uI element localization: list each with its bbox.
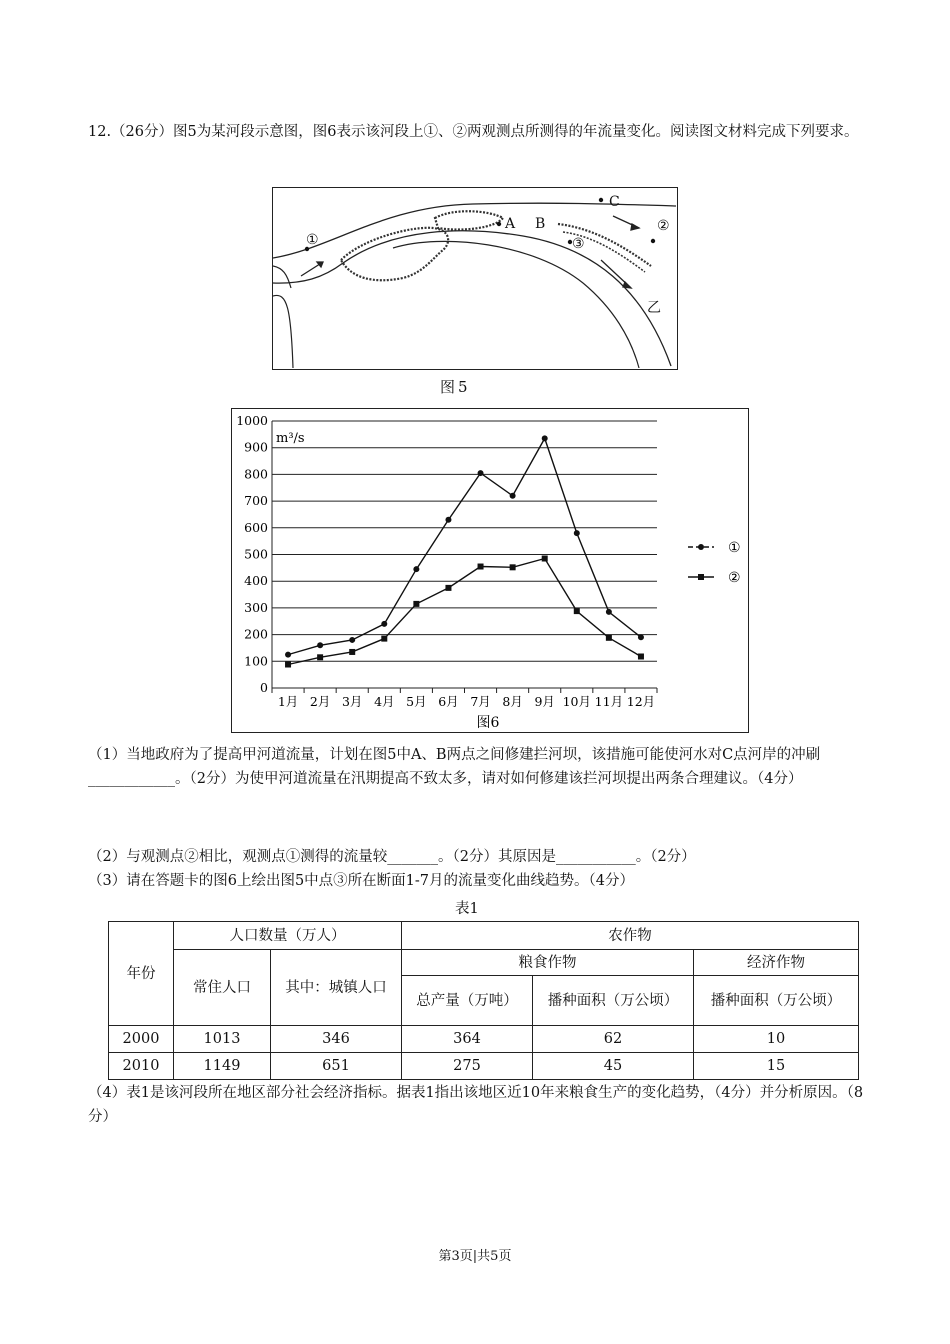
x-tick-label: 8月 [502,694,523,709]
legend-marker [698,574,704,580]
data-point [478,470,484,476]
y-axis-unit-label: m³/s [276,431,305,446]
question-intro: 12.（26分）图5为某河段示意图，图6表示该河段上①、②两观测点所测得的年流量变化。阅读图文材料完成下列要求。 [88,124,859,140]
y-tick-label: 600 [244,519,268,535]
table-cell: 364 [402,1026,533,1053]
data-point [285,652,291,658]
data-point [413,601,419,607]
table-cell: 2010 [109,1053,174,1080]
header-cash: 经济作物 [694,950,859,976]
y-tick-label: 200 [244,626,268,642]
y-tick-label: 700 [244,493,268,509]
table-cell: 10 [694,1026,859,1053]
data-point [381,636,387,642]
table-caption: 表1 [455,901,479,917]
y-tick-label: 1000 [236,413,268,428]
data-point [638,653,644,659]
label-point-2: ② [657,218,670,234]
data-point [317,642,323,648]
table-cell: 1149 [174,1053,271,1080]
table-row [109,1053,859,1080]
label-point-3: ③ [572,236,585,252]
table-row [109,1026,859,1053]
series-line-1 [288,438,641,654]
table-cell: 15 [694,1053,859,1080]
data-point [638,634,644,640]
x-tick-label: 2月 [309,694,331,709]
point-C-dot [599,198,603,202]
label-C: C [609,194,620,210]
question-1: （1）当地政府为了提高甲河道流量，计划在图5中A、B两点之间修建拦河坝，该措施可能使河水对C点河岸的冲刷____________。（2分）为使甲河道流量在汛期提高不致太多，请对如何修建该拦河坝提出两条合理建议。（4分） [88,747,821,787]
x-tick-label: 3月 [341,694,363,709]
label-point-1: ① [306,232,319,248]
y-tick-label: 800 [244,466,268,482]
legend-marker [698,544,704,550]
data-point [574,608,580,614]
header-grain: 粮食作物 [402,950,694,976]
y-tick-label: 300 [244,599,268,615]
header-crops: 农作物 [402,922,859,950]
series-line-2 [288,559,641,665]
data-point [606,609,612,615]
y-tick-label: 400 [244,573,268,589]
point-2-dot [651,239,655,243]
x-tick-label: 6月 [438,694,459,709]
point-A-dot [497,222,501,226]
label-B: B [535,216,546,232]
x-tick-label: 12月 [626,694,656,709]
data-point [510,493,516,499]
x-tick-label: 11月 [594,694,624,709]
y-tick-label: 500 [244,546,268,562]
x-tick-label: 1月 [277,694,299,709]
col-urban: 其中：城镇人口 [271,950,402,1026]
data-point [349,649,355,655]
legend-label: ② [728,570,741,586]
question-4: （4）表1是该河段所在地区部分社会经济指标。据表1指出该地区近10年来粮食生产的变化趋势，（4分）并分析原因。（8分） [88,1085,864,1125]
y-tick-label: 900 [244,439,268,455]
data-point [542,556,548,562]
table-cell: 346 [271,1026,402,1053]
header-year: 年份 [109,922,174,1026]
data-point [285,662,291,668]
x-tick-label: 4月 [374,694,395,709]
page-footer: 第3页|共5页 [438,1249,512,1264]
col-grain-area: 播种面积（万公顷） [533,976,694,1026]
header-population: 人口数量（万人） [174,922,402,950]
figure-6-caption: 图6 [476,715,500,731]
data-point [381,621,387,627]
data-point [349,637,355,643]
col-cash-area: 播种面积（万公顷） [694,976,859,1026]
x-tick-label: 9月 [534,694,555,709]
data-point [510,564,516,570]
y-tick-label: 100 [244,653,268,669]
x-tick-label: 10月 [562,694,591,709]
col-resident: 常住人口 [174,950,271,1026]
x-tick-label: 7月 [470,694,491,709]
table-cell: 62 [533,1026,694,1053]
river-map-drawing [273,188,676,368]
figure-6-chart [231,408,749,733]
table-cell: 1013 [174,1026,271,1053]
question-2: （2）与观测点②相比，观测点①测得的流量较_______。（2分）其原因是___________。（2分） [88,849,696,865]
data-point [542,435,548,441]
figure-5-river-map [272,187,678,370]
data-point [413,566,419,572]
x-tick-label: 5月 [406,694,427,709]
flow-arrow-icon [301,216,639,288]
socioeconomic-table [108,921,859,1080]
data-point [574,530,580,536]
y-tick-label: 0 [260,680,268,695]
data-point [478,564,484,570]
flow-line-chart [232,409,747,731]
figure-5-caption: 图5 [440,378,471,396]
col-total-output: 总产量（万吨） [402,976,533,1026]
legend-label: ① [728,540,741,556]
table-cell: 275 [402,1053,533,1080]
table-cell: 45 [533,1053,694,1080]
data-point [445,517,451,523]
label-A: A [505,216,516,232]
question-3: （3）请在答题卡的图6上绘出图5中点③所在断面1-7月的流量变化曲线趋势。（4分） [88,873,634,889]
label-yi: 乙 [647,300,661,316]
data-point [317,654,323,660]
table-cell: 2000 [109,1026,174,1053]
data-point [445,585,451,591]
table-cell: 651 [271,1053,402,1080]
data-point [606,635,612,641]
